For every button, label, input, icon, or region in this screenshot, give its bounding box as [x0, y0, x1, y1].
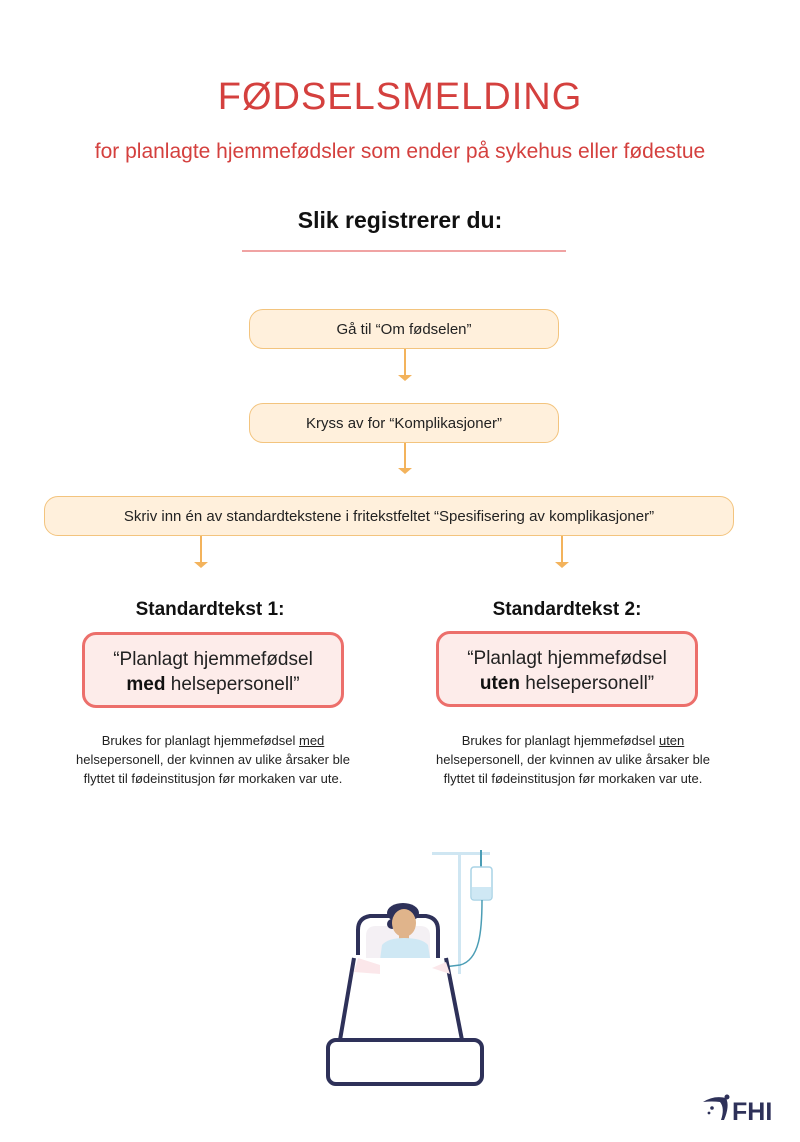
standard-text-1-line2: med helsepersonell” — [126, 674, 300, 695]
step-1-box — [249, 309, 559, 349]
page-title: FØDSELSMELDING — [217, 76, 583, 118]
standard-text-2-box — [436, 631, 698, 707]
standard-text-1-description: Brukes for planlagt hjemmefødsel med helsepersonell, der kvinnen av ulike årsaker ble flyttet til fødeinstitusjon før morkaken var ute. — [76, 733, 350, 786]
arrow-down-icon — [398, 349, 412, 381]
fhi-logo-text: FHI — [732, 1098, 773, 1126]
step-1-label: Gå til “Om fødselen” — [336, 320, 472, 338]
standard-text-2-heading: Standardtekst 2: — [492, 599, 642, 620]
fhi-logo-icon — [703, 1095, 730, 1121]
standard-text-2-line1: “Planlagt hjemmefødsel — [467, 648, 667, 669]
step-3-box — [44, 496, 734, 536]
step-2-label: Kryss av for “Komplikasjoner” — [306, 414, 502, 432]
standard-text-2-bold: uten — [479, 673, 520, 694]
fhi-logo — [700, 1092, 790, 1128]
standard-text-2-line2: uten helsepersonell” — [479, 673, 655, 694]
arrow-down-icon — [555, 536, 569, 568]
arrow-down-icon — [194, 536, 208, 568]
step-3-label: Skriv inn én av standardtekstene i fritekstfeltet “Spesifisering av komplikasjoner” — [123, 507, 655, 525]
standard-text-1-line1: “Planlagt hjemmefødsel — [113, 649, 313, 670]
standard-text-1-box — [82, 632, 344, 708]
heading-divider — [242, 250, 566, 252]
section-heading: Slik registrerer du: — [297, 207, 503, 233]
arrow-down-icon — [398, 443, 412, 474]
standard-text-1-heading: Standardtekst 1: — [135, 599, 285, 620]
step-2-box — [249, 403, 559, 443]
standard-text-2-description: Brukes for planlagt hjemmefødsel uten helsepersonell, der kvinnen av ulike årsaker ble flyttet til fødeinstitusjon før morkaken var ute. — [436, 733, 710, 786]
standard-text-1-bold: med — [126, 674, 166, 695]
patient-in-bed-illustration — [310, 840, 500, 1090]
page-subtitle: for planlagte hjemmefødsler som ender på sykehus eller fødestue — [94, 140, 706, 163]
